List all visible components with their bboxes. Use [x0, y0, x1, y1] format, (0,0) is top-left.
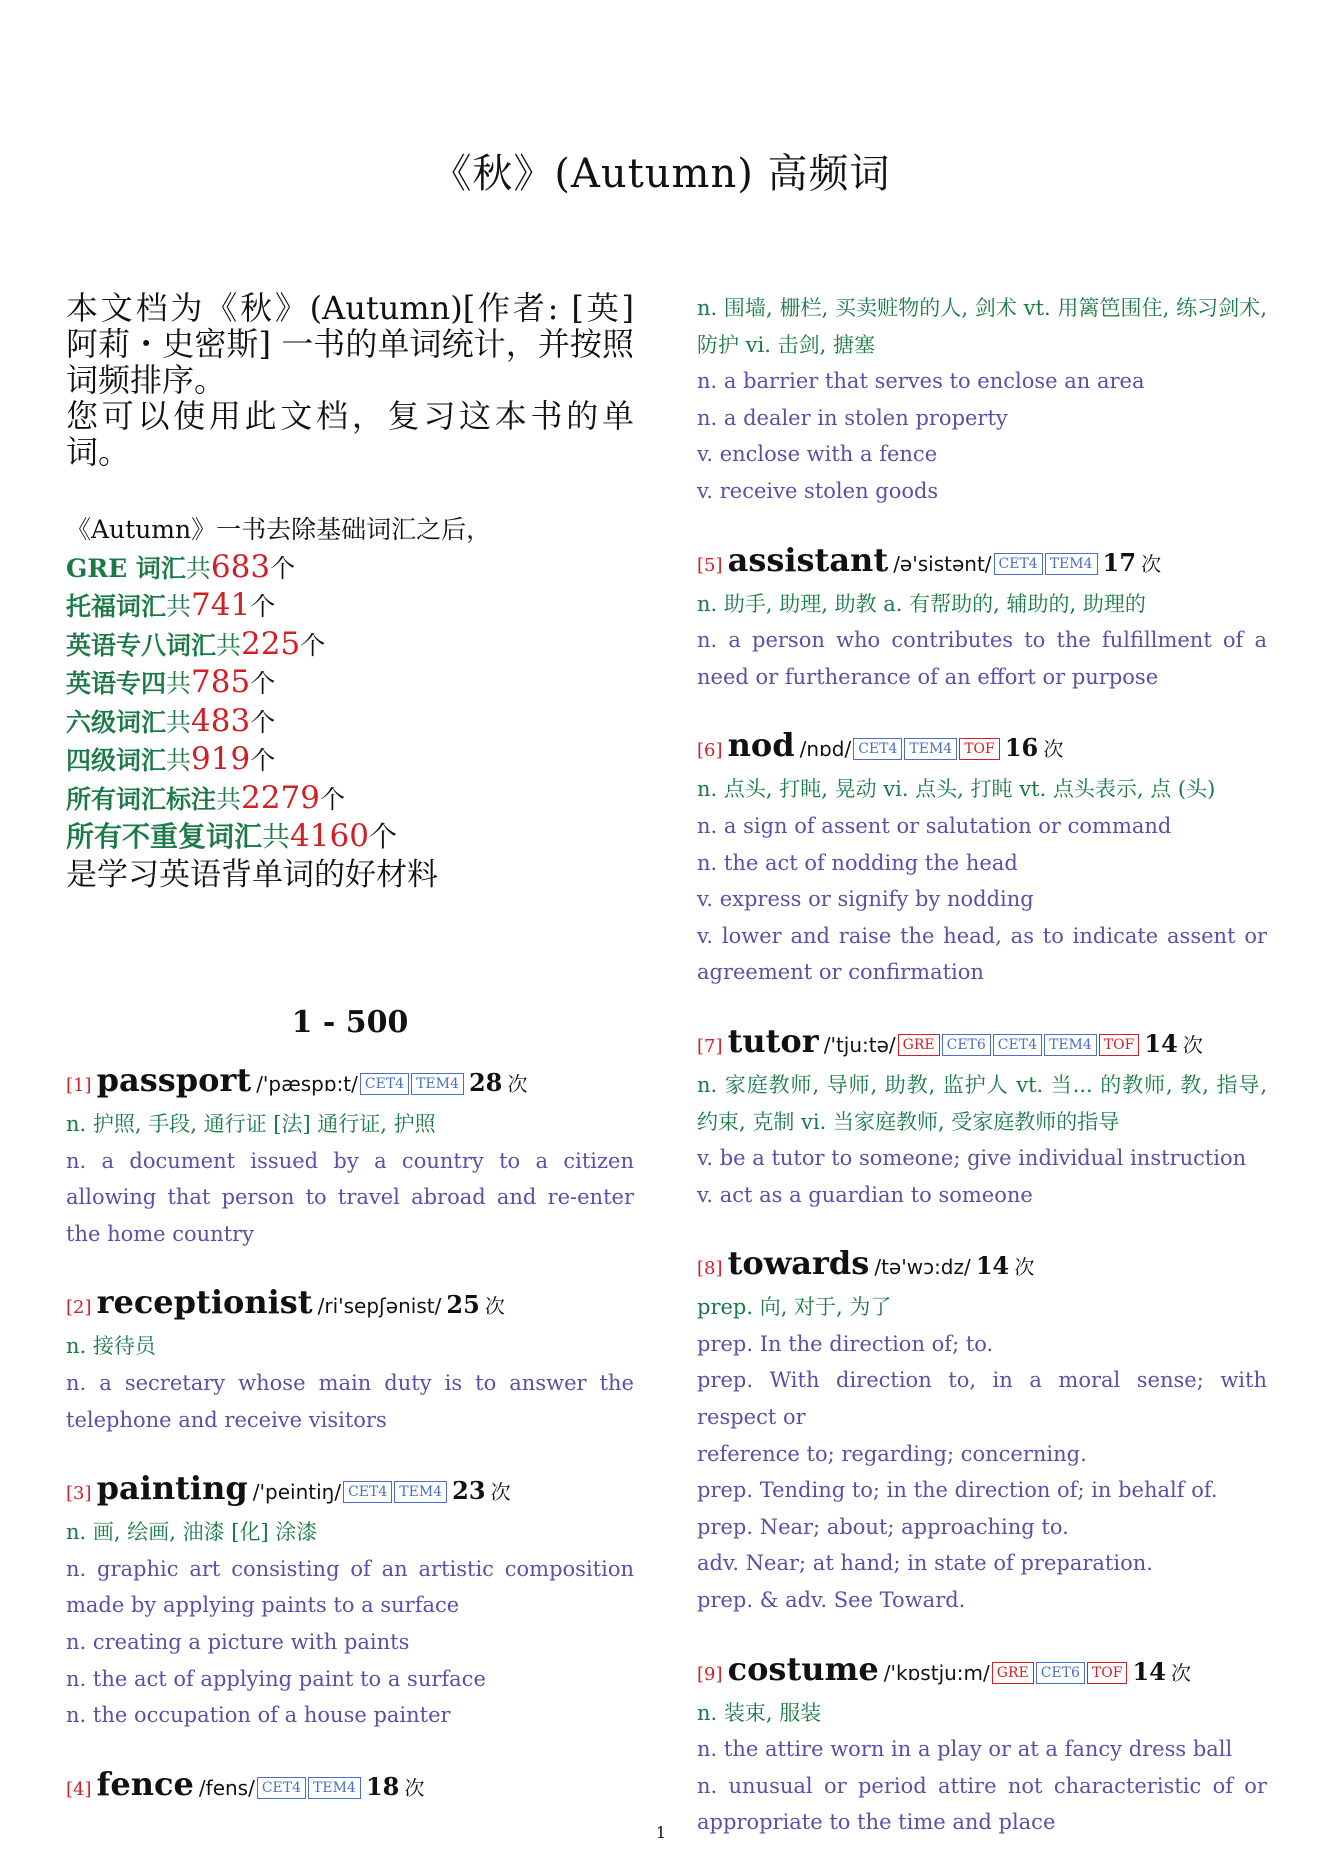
definition-en: v. express or signify by nodding [697, 887, 1034, 912]
definition-zh: n. 接待员 [66, 1334, 156, 1359]
entry-count: 28 [468, 1068, 503, 1097]
stats-lead: 《Autumn》一书去除基础词汇之后， [66, 515, 492, 544]
stat-row [66, 741, 634, 780]
entry-count: 17 [1102, 547, 1137, 577]
stat-label: 英语专四 [66, 669, 167, 698]
stat-gong: 共 [166, 707, 192, 737]
range-heading: 1 - 500 [291, 1005, 409, 1040]
definition-en: n. a document issued by a country to a citizen allowing that person to travel abroad and re-enter the home country [66, 1148, 634, 1246]
stat-label: 英语专八词汇 [66, 630, 217, 660]
exam-tag: CET6 [1036, 1662, 1085, 1684]
entry-times-label: 次 [404, 1775, 425, 1800]
entry-index: [4] [66, 1778, 92, 1800]
stat-unit: 个 [270, 553, 296, 583]
entry-word: receptionist [96, 1283, 313, 1322]
stat-number: 785 [191, 664, 251, 700]
definition-zh: n. 助手, 助理, 助教 a. 有帮助的, 辅助的, 助理的 [697, 591, 1146, 616]
intro-line-2: 您可以使用此文档，复习这本书的单词。 [66, 397, 634, 471]
entry-phonetic: /tə'wɔ:dz/ [874, 1255, 971, 1280]
entry-word: towards [727, 1244, 870, 1283]
stat-label: 四级词汇 [66, 746, 167, 775]
entry-count: 16 [1004, 733, 1039, 763]
exam-tag: TEM4 [394, 1481, 447, 1503]
definition-en: adv. Near; at hand; in state of preparation. [697, 1551, 1153, 1576]
stat-row [66, 587, 634, 626]
word-entry [697, 725, 1267, 991]
entry-times-label: 次 [1043, 737, 1064, 762]
entry-phonetic: /'pæspɒ:t/ [256, 1072, 358, 1096]
stat-row [66, 664, 634, 703]
exam-tag: CET4 [257, 1777, 306, 1799]
stat-label: 托福词汇 [66, 592, 167, 621]
entry-word: painting [96, 1469, 248, 1508]
entries-left [66, 1060, 634, 1810]
word-entry [66, 1468, 634, 1734]
exam-tag: TEM4 [308, 1777, 361, 1799]
exam-tag: TOF [959, 738, 1000, 760]
stat-number: 2279 [241, 779, 320, 816]
entry-index: [6] [697, 740, 723, 762]
stat-label: 所有词汇标注 [66, 784, 217, 814]
exam-tag: TEM4 [1045, 553, 1098, 575]
stat-number: 919 [191, 741, 251, 777]
entry-word: nod [727, 726, 795, 765]
word-entry [697, 540, 1267, 696]
page-title: 《秋》(Autumn) 高频词 [431, 151, 891, 197]
stat-label: 六级词汇 [66, 707, 167, 737]
word-entry [697, 1021, 1267, 1213]
stats-rows [66, 549, 634, 857]
entry-index: [1] [66, 1075, 92, 1096]
stat-number: 683 [210, 548, 271, 585]
exam-tag: GRE [992, 1662, 1034, 1684]
intro-text [66, 290, 634, 470]
definition-en: n. unusual or period attire not characteristic of or appropriate to the time and place [697, 1773, 1267, 1835]
entry-index: [3] [66, 1483, 92, 1505]
definition-en: prep. Near; about; approaching to. [697, 1514, 1069, 1539]
entry-head [66, 1060, 634, 1106]
exam-tag: CET4 [853, 738, 902, 760]
entry-word: fence [96, 1764, 194, 1803]
definition-en: v. be a tutor to someone; give individual instruction [697, 1146, 1247, 1171]
stat-unit: 个 [250, 592, 276, 621]
entry-count: 14 [975, 1251, 1010, 1281]
entry-head [697, 725, 1267, 771]
entry-count: 14 [1144, 1028, 1178, 1058]
exam-tag: TOF [1087, 1662, 1128, 1684]
entry-count: 25 [446, 1290, 480, 1320]
entry-word: tutor [727, 1021, 819, 1060]
entry-index: [7] [697, 1035, 723, 1057]
entry-phonetic: /ə'sistənt/ [893, 551, 992, 576]
entry-count: 18 [365, 1771, 400, 1801]
definition-zh: n. 家庭教师, 导师, 助教, 监护人 vt. 当... 的教师, 教, 指导, 约束, 克制 vi. 当家庭教师, 受家庭教师的指导 [697, 1072, 1267, 1134]
entry-times-label: 次 [484, 1294, 505, 1319]
intro-line-1: 本文档为《秋》(Autumn)[作者: [英] 阿莉・史密斯] 一书的单词统计，并按照词频排序。 [66, 289, 634, 399]
stat-number: 4160 [290, 818, 369, 854]
stat-gong: 共 [185, 553, 211, 583]
entry-head [697, 540, 1267, 586]
definition-zh: n. 装束, 服装 [697, 1700, 822, 1725]
entry-head [66, 1764, 634, 1810]
entry-index: [8] [697, 1258, 723, 1280]
entry-times-label: 次 [1182, 1032, 1203, 1057]
stat-row [66, 703, 634, 742]
stat-gong: 共 [216, 630, 242, 660]
stat-gong: 共 [166, 669, 192, 698]
definition-zh: n. 画, 绘画, 油漆 [化] 涂漆 [66, 1520, 318, 1545]
definition-zh: n. 围墙, 栅栏, 买卖赃物的人, 剑术 vt. 用篱笆围住, 练习剑术, 防护 vi. 击剑, 搪塞 [697, 296, 1267, 357]
entry-times-label: 次 [1014, 1255, 1035, 1280]
definition-en: n. the attire worn in a play or at a fancy dress ball [697, 1737, 1233, 1762]
exam-tag: CET4 [994, 553, 1043, 575]
entry-index: [9] [697, 1663, 723, 1685]
stat-number: 225 [241, 625, 301, 662]
definition-en: reference to; regarding; concerning. [697, 1441, 1087, 1466]
definition-en: v. receive stolen goods [697, 478, 939, 503]
exam-tag: CET6 [942, 1034, 991, 1056]
stats-closing: 是学习英语背单词的好材料 [66, 856, 438, 893]
entry-head [697, 1021, 1267, 1067]
definition-en: n. a person who contributes to the fulfillment of a need or furtherance of an effort or purpose [697, 628, 1267, 689]
definition-en: n. a secretary whose main duty is to answer the telephone and receive visitors [66, 1370, 634, 1432]
page-number: 1 [655, 1823, 667, 1842]
definition-en: n. a barrier that serves to enclose an area [697, 369, 1145, 394]
entry-times-label: 次 [1171, 1660, 1192, 1685]
stat-gong: 共 [216, 784, 242, 814]
definition-zh: prep. 向, 对于, 为了 [697, 1295, 892, 1320]
exam-tag: CET4 [343, 1481, 392, 1503]
entry-head [697, 1243, 1267, 1289]
stat-unit: 个 [300, 630, 326, 660]
right-column [697, 290, 1267, 1871]
stat-number: 741 [191, 587, 251, 623]
word-entry [66, 1282, 634, 1438]
entry-phonetic: /'peintiŋ/ [252, 1480, 342, 1505]
definition-en: n. a dealer in stolen property [697, 405, 1008, 430]
definition-en: v. act as a guardian to someone [697, 1182, 1033, 1207]
word-entry [66, 1060, 634, 1252]
stats-block [66, 512, 634, 893]
stat-unit: 个 [368, 820, 397, 853]
entry-head [66, 1468, 634, 1514]
stat-number: 483 [191, 702, 251, 739]
stat-row [66, 780, 634, 819]
definition-en: n. the occupation of a house painter [66, 1703, 451, 1728]
exam-tag: TEM4 [904, 738, 957, 760]
definition-en: prep. In the direction of; to. [697, 1331, 994, 1356]
definition-en: prep. & adv. See Toward. [697, 1588, 966, 1613]
definition-zh: n. 护照, 手段, 通行证 [法] 通行证, 护照 [66, 1112, 436, 1136]
entry-word: costume [727, 1649, 879, 1688]
definition-en: n. graphic art consisting of an artistic composition made by applying paints to a surface [66, 1556, 634, 1618]
entry-times-label: 次 [1141, 551, 1162, 576]
word-entry [697, 290, 1267, 510]
entry-phonetic: /'tju:tə/ [823, 1032, 896, 1057]
definition-en: prep. Tending to; in the direction of; in behalf of. [697, 1478, 1218, 1503]
stat-unit: 个 [250, 746, 276, 775]
exam-tag: TOF [1099, 1034, 1140, 1056]
stat-row [66, 818, 634, 857]
stat-unit: 个 [250, 707, 276, 737]
exam-tag: TEM4 [411, 1073, 464, 1095]
entry-word: passport [96, 1061, 252, 1099]
entry-head [697, 1649, 1267, 1695]
definition-en: n. creating a picture with paints [66, 1629, 410, 1654]
entry-phonetic: /'kɒstju:m/ [883, 1660, 990, 1685]
exam-tag: CET4 [993, 1034, 1042, 1056]
exam-tag: CET4 [360, 1073, 409, 1095]
stat-label: 所有不重复词汇 [66, 820, 263, 853]
definition-en: v. enclose with a fence [697, 442, 938, 467]
exam-tag: TEM4 [1044, 1034, 1097, 1056]
entry-count: 23 [452, 1476, 486, 1506]
left-column [66, 290, 634, 1810]
entry-times-label: 次 [507, 1072, 528, 1096]
entry-phonetic: /nɒd/ [799, 737, 852, 762]
stat-label: GRE 词汇 [66, 553, 186, 583]
stat-row [66, 549, 634, 588]
exam-tag: GRE [898, 1034, 940, 1056]
entry-index: [5] [697, 554, 723, 576]
definition-en: prep. With direction to, in a moral sense; with respect or [697, 1368, 1267, 1430]
definition-en: n. the act of applying paint to a surface [66, 1666, 486, 1691]
entry-count: 14 [1132, 1656, 1166, 1686]
stat-gong: 共 [166, 592, 192, 621]
stat-unit: 个 [250, 669, 276, 698]
stat-row [66, 626, 634, 665]
definition-en: n. the act of nodding the head [697, 850, 1018, 875]
definition-en: n. a sign of assent or salutation or command [697, 813, 1172, 838]
stat-unit: 个 [319, 784, 345, 814]
entry-phonetic: /ri'sepʃənist/ [317, 1294, 442, 1319]
entry-index: [2] [66, 1297, 92, 1319]
word-entry [66, 1764, 634, 1810]
entry-phonetic: /fens/ [198, 1775, 255, 1800]
definition-en: v. lower and raise the head, as to indicate assent or agreement or confirmation [697, 923, 1267, 985]
word-entry [697, 1243, 1267, 1618]
stat-gong: 共 [166, 746, 192, 775]
entry-word: assistant [727, 540, 889, 579]
stat-gong: 共 [262, 820, 291, 853]
entry-head [66, 1282, 634, 1328]
entries-right [697, 290, 1267, 1841]
word-entry [697, 1649, 1267, 1841]
entry-times-label: 次 [490, 1480, 511, 1505]
definition-zh: n. 点头, 打盹, 晃动 vi. 点头, 打盹 vt. 点头表示, 点 (头) [697, 777, 1216, 802]
